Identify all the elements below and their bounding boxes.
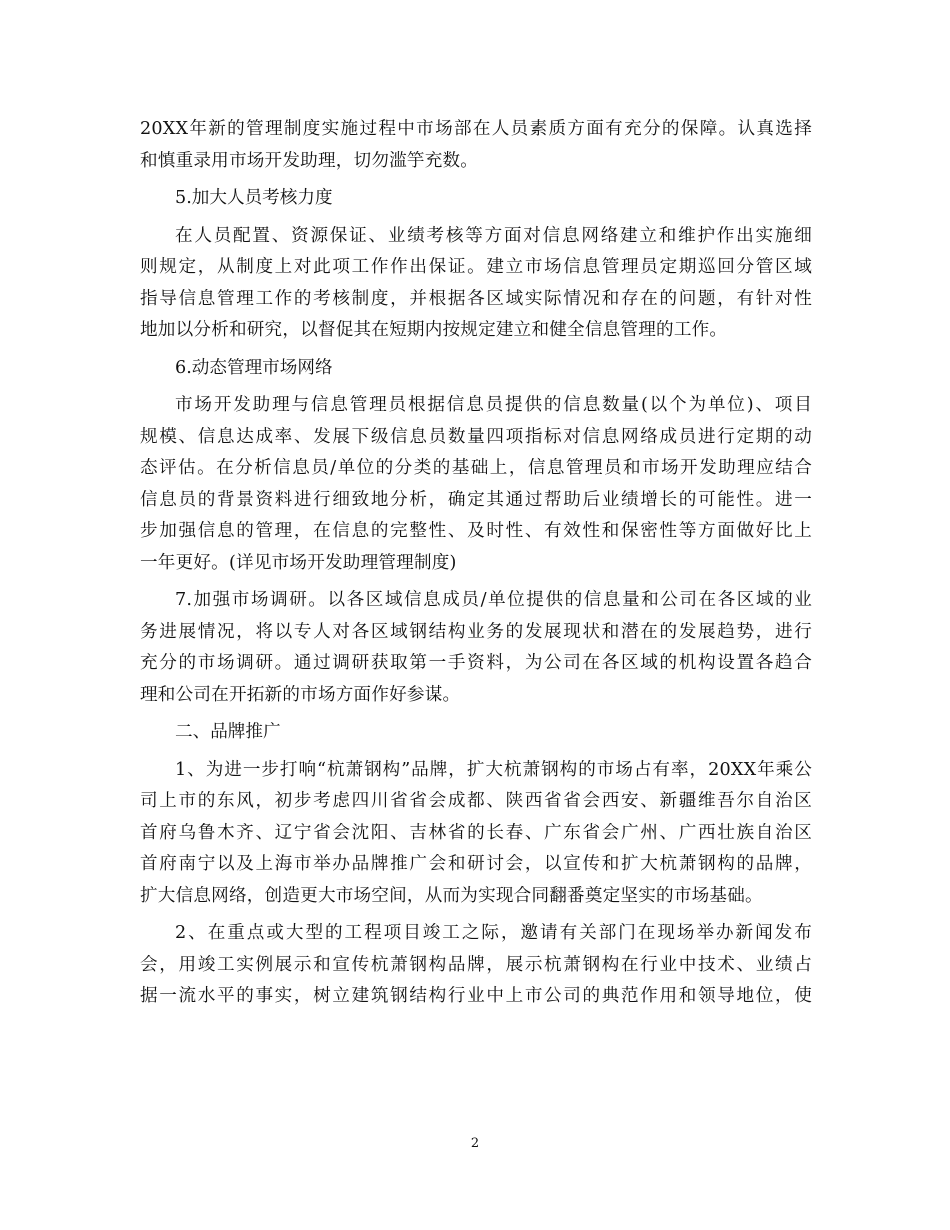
text-line: 信息员的背景资料进行细致地分析，确定其通过帮助后业绩增长的可能性。进一 (140, 489, 812, 510)
text-line: 首府南宁以及上海市举办品牌推广会和研讨会，以宣传和扩大杭萧钢构的品牌， (140, 854, 812, 874)
body-paragraph (140, 221, 812, 347)
body-paragraph (140, 390, 812, 579)
body-paragraph (140, 755, 812, 913)
page-number: 2 (470, 1136, 480, 1151)
text-line: 据一流水平的事实，树立建筑钢结构行业中上市公司的典范作用和领导地位，使 (140, 986, 812, 1006)
text-line: 在人员配置、资源保证、业绩考核等方面对信息网络建立和维护作出实施细 (175, 225, 812, 246)
text-line: 则规定，从制度上对此项工作作出保证。建立市场信息管理员定期巡回分管区域 (140, 257, 812, 277)
text-line: 会，用竣工实例展示和宣传杭萧钢构品牌，展示杭萧钢构在行业中技术、业绩占 (140, 954, 812, 975)
text-line: 规模、信息达成率、发展下级信息员数量四项指标对信息网络成员进行定期的动 (140, 426, 812, 447)
text-line: 理和公司在开拓新的市场方面作好参谋。 (140, 684, 461, 705)
text-line: 市场开发助理与信息管理员根据信息员提供的信息数量(以个为单位)、项目 (175, 395, 812, 415)
text-line: 充分的市场调研。通过调研获取第一手资料，为公司在各区域的机构设置各趋合 (140, 653, 812, 673)
text-line: 地加以分析和研究，以督促其在短期内按规定建立和健全信息管理的工作。 (140, 320, 728, 340)
text-line: 步加强信息的管理，在信息的完整性、及时性、有效性和保密性等方面做好比上 (140, 521, 812, 541)
text-line: 20XX年新的管理制度实施过程中市场部在人员素质方面有充分的保障。认真选择 (140, 119, 812, 139)
text-line: 2、在重点或大型的工程项目竣工之际，邀请有关部门在现场举办新闻发布 (175, 923, 812, 943)
body-paragraph (140, 918, 812, 1013)
text-line: 司上市的东风，初步考虑四川省省会成都、陕西省省会西安、新疆维吾尔自治区 (140, 791, 812, 811)
text-line: 1、为进一步打响“杭萧钢构”品牌，扩大杭萧钢构的市场占有率，20XX年乘公 (175, 759, 812, 780)
document-body (140, 114, 812, 1013)
text-line: 一年更好。(详见市场开发助理管理制度) (140, 552, 457, 573)
section-heading: 二、品牌推广 (175, 722, 281, 742)
text-line: 态评估。在分析信息员/单位的分类的基础上，信息管理员和市场开发助理应结合 (140, 458, 812, 478)
text-line: 扩大信息网络，创造更大市场空间，从而为实现合同翻番奠定坚实的市场基础。 (140, 885, 763, 906)
body-paragraph (140, 585, 812, 711)
text-line: 务进展情况，将以专人对各区域钢结构业务的发展现状和潜在的发展趋势，进行 (140, 621, 812, 642)
section-heading: 6.动态管理市场网络 (175, 357, 333, 378)
text-line: 首府乌鲁木齐、辽宁省会沈阳、吉林省的长春、广东省会广州、广西壮族自治区 (140, 822, 812, 843)
body-paragraph (140, 114, 812, 177)
text-line: 和慎重录用市场开发助理，切勿滥竽充数。 (140, 150, 479, 171)
text-line: 指导信息管理工作的考核制度，并根据各区域实际情况和存在的问题，有针对性 (140, 288, 812, 309)
section-heading: 5.加大人员考核力度 (175, 188, 333, 208)
text-line: 7.加强市场调研。以各区域信息成员/单位提供的信息量和公司在各区域的业 (175, 590, 812, 610)
